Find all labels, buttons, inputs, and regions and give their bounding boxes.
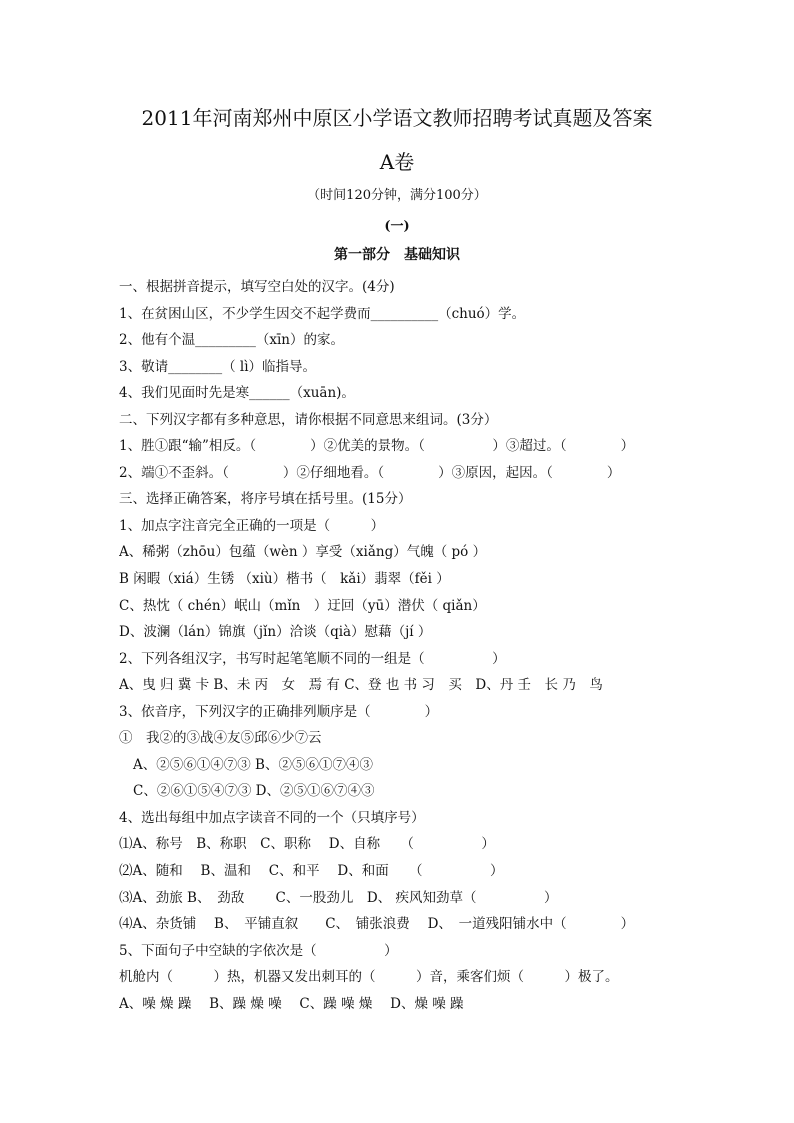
question-line: D、波澜（lán）锦旗（jǐn）洽谈（qià）慰藉（jí ）: [119, 624, 432, 641]
question-line: 2、下列各组汉字，书写时起笔笔顺不同的一组是（ ）: [119, 650, 506, 667]
question-line: 二、下列汉字都有多种意思，请你根据不同意思来组词。(3分）: [119, 411, 498, 428]
question-line: B 闲暇（xiá）生锈 （xiù）楷书（ kǎi）翡翠（fěi ）: [119, 571, 450, 588]
question-line: 三、选择正确答案，将序号填在括号里。(15分）: [119, 491, 412, 508]
question-line: 4、选出每组中加点字读音不同的一个（只填序号）: [119, 809, 425, 826]
question-line: 5、下面句子中空缺的字依次是（ ）: [119, 942, 398, 959]
question-line: C、②⑥①⑤④⑦③ D、②⑤①⑥⑦④③: [133, 783, 375, 800]
document-title: 2011年河南郑州中原区小学语文教师招聘考试真题及答案: [141, 106, 653, 130]
question-line: ⑵A、随和 B、温和 C、和平 D、和面 （ ）: [119, 863, 504, 880]
question-line: 1、在贫困山区，不少学生因交不起学费而__________（chuó）学。: [119, 305, 526, 322]
question-line: A、稀粥（zhōu）包蕴（wèn ）享受（xiǎng）气魄（ pó ）: [119, 544, 487, 561]
question-line: 1、胜①跟“输”相反。（ ）②优美的景物。（ ）③超过。（ ）: [119, 438, 635, 455]
time-note: （时间120分钟，满分100分）: [307, 188, 487, 203]
question-line: 机舱内（ ）热，机器又发出刺耳的（ ）音，乘客们烦（ ）极了。: [119, 969, 619, 986]
question-line: ⑷A、杂货铺 B、 平铺直叙 C、 铺张浪费 D、 一道残阳铺水中（ ）: [119, 916, 635, 933]
document-subtitle: A卷: [379, 150, 415, 174]
question-line: 3、敬请________（ lì）临指导。: [119, 358, 317, 375]
question-line: 2、端①不歪斜。（ ）②仔细地看。（ ）③原因，起因。（ ）: [119, 464, 621, 481]
part-heading: (一): [384, 219, 410, 234]
question-line: 3、依音序，下列汉字的正确排列顺序是（ ）: [119, 703, 439, 720]
question-line: 4、我们见面时先是寒______（xuān)。: [119, 385, 355, 402]
question-line: ⑶A、劲旅 B、 劲敌 C、一股劲儿 D、 疾风知劲草（ ）: [119, 889, 558, 906]
question-line: 一、根据拼音提示，填写空白处的汉字。(4分): [119, 279, 395, 295]
question-line: A、噪 燥 躁 B、躁 燥 噪 C、躁 噪 燥 D、燥 噪 躁: [119, 995, 464, 1012]
question-line: C、热忱（ chén）岷山（mǐn ）迂回（yū）潜伏（ qiǎn）: [119, 597, 486, 614]
question-line: 2、他有个温_________（xīn）的家。: [119, 332, 344, 349]
section-heading: 第一部分 基础知识: [334, 247, 460, 263]
question-line: ⑴A、称号 B、称职 C、职称 D、自称 （ ）: [119, 836, 495, 853]
question-line: A、②⑤⑥①④⑦③ B、②⑤⑥①⑦④③: [133, 756, 373, 773]
question-line: ① 我②的③战④友⑤邱⑥少⑦云: [119, 730, 322, 747]
question-line: 1、加点字注音完全正确的一项是（ ）: [119, 517, 385, 534]
question-lines: [119, 274, 759, 1017]
question-line: A、曳 归 冀 卡 B、未 丙 女 焉 有 C、登 也 书 习 买 D、丹 壬 长 乃 鸟: [119, 677, 603, 694]
